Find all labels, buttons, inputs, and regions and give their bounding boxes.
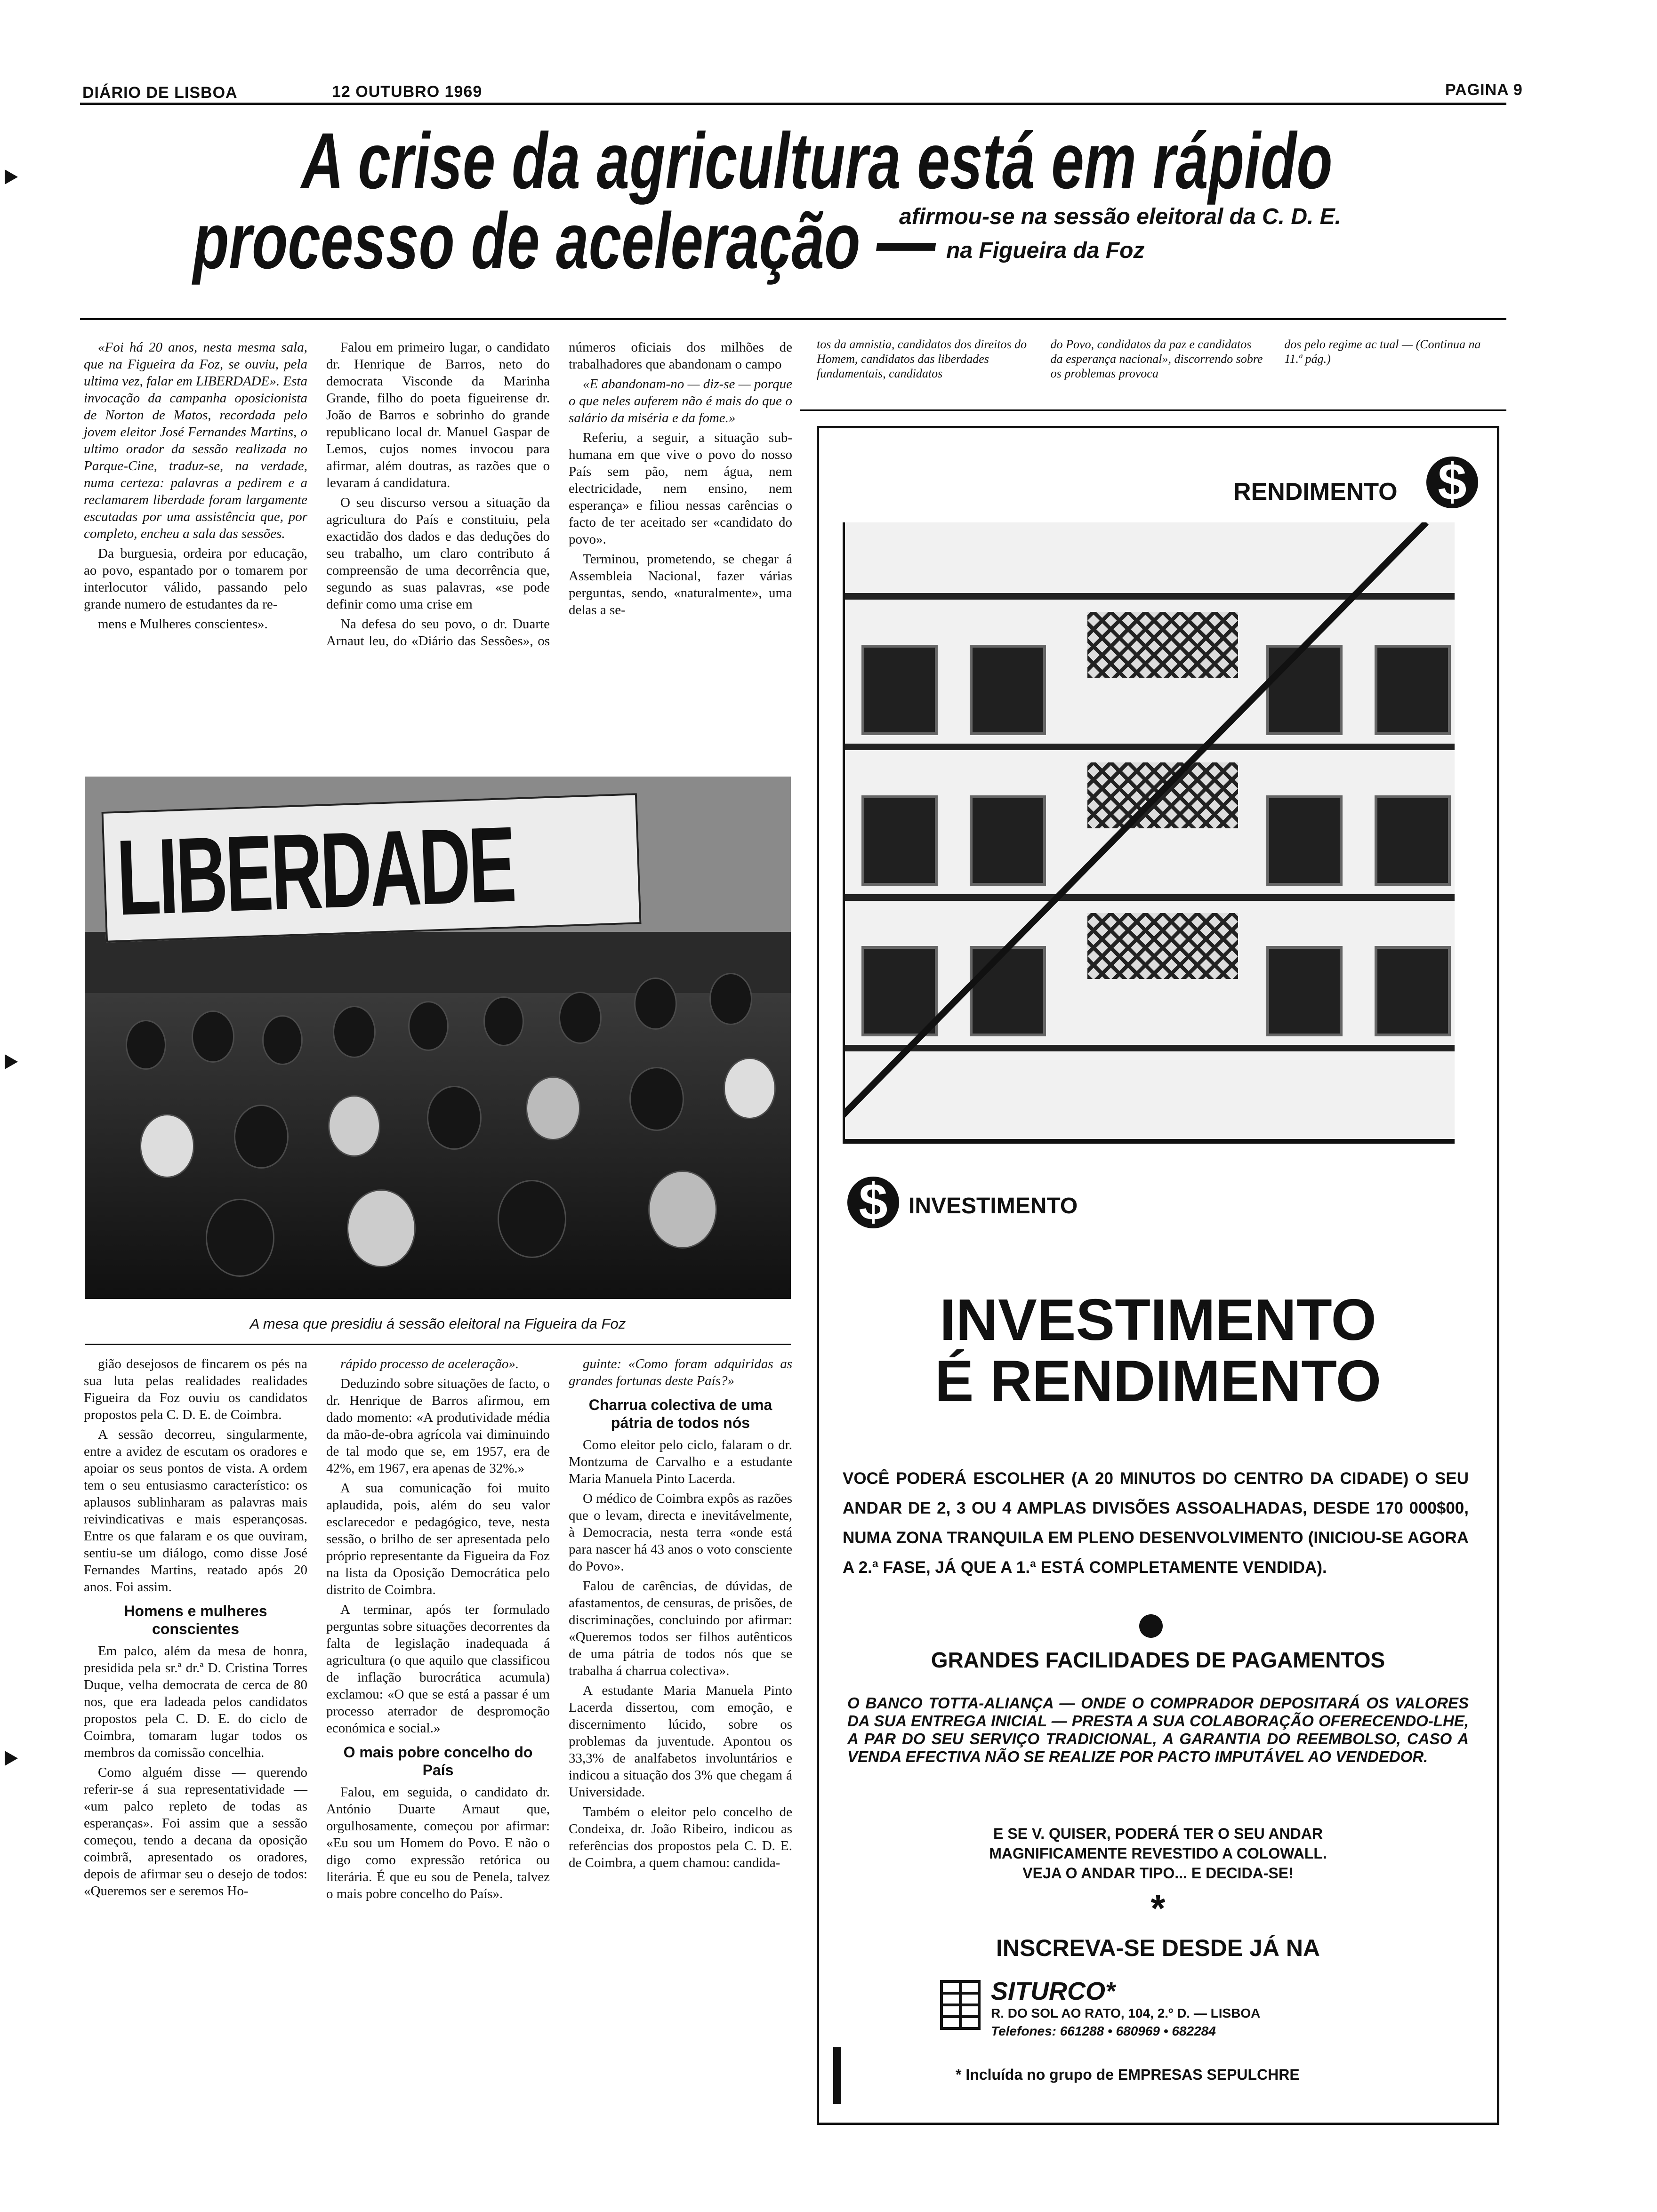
page-number: PAGINA 9 (1445, 81, 1523, 99)
paper-name: DIÁRIO DE LISBOA (82, 84, 238, 102)
ad-footnote: * Incluída no grupo de EMPRESAS SEPULCHRE (956, 2066, 1300, 2083)
ad-colowall-1: E SE V. QUISER, PODERÁ TER O SEU ANDAR (993, 1825, 1323, 1842)
article-paragraph: Falou de carências, de dúvidas, de afastamentos, de censuras, de prisões, de discriminações, concluindo por afirmar: «Queremos todos ser filhos autênticos de uma pátria de todos nós que se trabalha á charrua colectiva». (569, 1579, 792, 1678)
article-paragraph: A sessão decorreu, singularmente, entre a avidez de escutam os oradores e apoiar os seus pontos de vista. A ordem tem o seu entusiasmo característico: os aplausos sublinharam as palavras mais reivindicativas e mais esperançosas. Entre os que falaram e os que ouviram, sentiu-se um diálogo, como disse José Fernandes Martins, reatado após 20 anos. Foi assim. (84, 1427, 307, 1595)
ad-investimento-label: INVESTIMENTO (909, 1194, 1078, 1218)
ad-big-line1: INVESTIMENTO (940, 1288, 1376, 1353)
article-paragraph: O seu discurso versou a situação da agricultura do País e constituiu, pela exactidão dos dados e das deduções do seu trabalho, um claro contributo á compreensão de uma decorrência que, segundo as suas palavras, «se pode definir como uma crise em (326, 495, 550, 612)
banner-text: LIBERDADE (114, 804, 516, 938)
headline-sub2: na Figueira da Foz (946, 238, 1145, 263)
article-paragraph: Em palco, além da mesa de honra, presidida pela sr.ª dr.ª D. Cristina Torres Duque, velha democrata de cerca de 80 nos, que era ladeada pelos candidatos propostos pela C. D. E. do ciclo de Coimbra, tomaram lugar todos os membros da comissão concelhia. (84, 1643, 307, 1760)
continuation-text: dos pelo regime ac tual — (Continua na 11.ª pág.) (1284, 337, 1481, 366)
masthead-rule (80, 103, 1506, 105)
ad-inscreva: INSCREVA-SE DESDE JÁ NA (996, 1935, 1320, 1961)
article-paragraph: Também o eleitor pelo concelho de Condeixa, dr. João Ribeiro, indicou as referências dos propostos pela C. D. E. de Coimbra, a quem chamou: candida- (569, 1804, 792, 1870)
section-heading: Homens e mulheres conscientes (124, 1603, 267, 1637)
asterisk-icon: * (1150, 1887, 1166, 1929)
section-heading: Charrua colectiva de uma pátria de todos nós (588, 1396, 772, 1431)
article-paragraph: Como eleitor pelo ciclo, falaram o dr. Montzuma de Carvalho e a estudante Maria Manuela Pinto Lacerda. (569, 1437, 792, 1486)
margin-mark (5, 1751, 18, 1766)
ad-address: R. DO SOL AO RATO, 104, 2.º D. — LISBOA (991, 2006, 1261, 2020)
ad-paragraph-1: VOCÊ PODERÁ ESCOLHER (A 20 MINUTOS DO CENTRO DA CIDADE) O SEU ANDAR DE 2, 3 OU 4 AMPLAS DIVISÕES ASSOALHADAS, DESDE 170 000$00, NUMA ZONA TRANQUILA EM PLENO DESENVOLVIMENTO (INICIOU-SE AGORA A 2.ª FASE, JÁ QUE A 1.ª ESTÁ COMPLETAMENTE VENDIDA). (843, 1469, 1469, 1577)
headline-line1: A crise da agricultura está em rápido (301, 117, 1333, 206)
section-heading: O mais pobre concelho do País (343, 1744, 533, 1779)
article-paragraph: rápido processo de aceleração». (340, 1356, 519, 1371)
dollar-icon: $ (847, 1177, 899, 1228)
siturco-logo-icon (937, 1977, 984, 2033)
article-paragraph: mens e Mulheres conscientes». (98, 617, 268, 632)
ad-colowall-2: MAGNIFICAMENTE REVESTIDO A COLOWALL. (989, 1845, 1327, 1862)
article-paragraph: A sua comunicação foi muito aplaudida, pois, além do seu valor esclarecedor e pedagógico, teve, nesta sessão, o brilho de ser apresentada pelo próprio representante da Figueira da Foz na lista da Oposição Democrática pelo distrito de Coimbra. (326, 1481, 550, 1597)
liberdade-banner (101, 793, 641, 943)
strip-rule (800, 409, 1506, 411)
caption-rule (85, 1344, 791, 1345)
article-paragraph: Deduzindo sobre situações de facto, o dr. Henrique de Barros afirmou, em dado momento: «A produtividade média da mão-de-obra agrícola vai diminuindo de tal modo que se, em 1957, era de 42%, em 1967, era apenas de 32%.» (326, 1376, 550, 1476)
ad-paragraph-2: O BANCO TOTTA-ALIANÇA — ONDE O COMPRADOR DEPOSITARÁ OS VALORES DA SUA ENTREGA INICIAL — PRESTA A SUA COLABORAÇÃO OFERECENDO-LHE, A PAR DO SEU SERVIÇO TRADICIONAL, A GARANTIA DO REEMBOLSO, CASO A VENDA EFECTIVA NÃO SE REALIZE POR PACTO IMPUTÁVEL AO VENDEDOR. (847, 1694, 1469, 1765)
article-paragraph: Falou, em seguida, o candidato dr. António Duarte Arnaut que, orgulhosamente, começou por afirmar: «Eu sou um Homem do Povo. E não o digo como expressão retórica ou literária. É que eu sou de Penela, talvez o mais pobre concelho do País». (326, 1785, 550, 1901)
article-bottom-col2 (326, 1355, 550, 2090)
article-paragraph: Falou em primeiro lugar, o candidato dr. Henrique de Barros, neto do democrata Visconde da Marinha Grande, filho do poeta figueirense dr. João de Barros e sobrinho do grande republicano local dr. Manuel Gaspar de Lemos, cujos nomes invocou para afirmar, além doutras, as razões que o levaram á candidatura. (326, 340, 550, 490)
article-paragraph: A terminar, após ter formulado perguntas sobre situações decorrentes da falta de legislação inadequada á agricultura (o que aquilo que classificou de inflação burocrática acumula) exclamou: «O que se está a passar é um processo aterrador de despromoção económica e social.» (326, 1602, 550, 1736)
photo-caption: A mesa que presidiu á sessão eleitoral na Figueira da Foz (249, 1315, 626, 1332)
real-estate-ad (817, 426, 1499, 2125)
article-paragraph: Terminou, prometendo, se chegar á Assembleia Nacional, fazer várias perguntas, sendo, «naturalmente», uma delas a se- (569, 552, 792, 617)
article-paragraph: Referiu, a seguir, a situação sub-humana em que vive o povo do nosso País sem pão, nem água, nem electricidade, nem ensino, nem esperança» e filiou nessas carências o facto de ter aceitado ser «candidato do povo». (569, 430, 792, 547)
ad-phones: Telefones: 661288 • 680969 • 682284 (991, 2024, 1216, 2038)
event-photo (85, 777, 791, 1299)
article-paragraph: guinte: «Como foram adquiridas as grandes fortunas deste País?» (569, 1356, 792, 1388)
article-paragraph: Como alguém disse — querendo referir-se á sua representatividade — «um palco repleto de todas as esperanças». Foi assim que a sessão começou, tendo a decana da oposição coimbrã, apresentado os oradores, depois de afirmar seu o desejo de todos: «Queremos ser e seremos Ho- (84, 1765, 307, 1899)
continuation-strip (817, 337, 1499, 408)
article-bottom-col3 (569, 1355, 792, 2090)
dollar-icon: $ (1426, 457, 1478, 508)
building-photo (843, 522, 1455, 1144)
article-top (84, 339, 792, 762)
article-paragraph: O médico de Coimbra expôs as razões que o levam, directa e inevitávelmente, à Democracia, nesta terra «onde está para nascer há 43 anos o voto consciente do Povo». (569, 1491, 792, 1574)
headline-line2: processo de aceleração — (193, 197, 936, 286)
diagonal-line (843, 522, 1455, 1144)
margin-mark (5, 169, 18, 184)
ad-brand: SITURCO* (991, 1977, 1116, 2005)
headline-sub1: afirmou-se na sessão eleitoral da C. D. E. (899, 204, 1341, 229)
continuation-text: tos da amnistia, candidatos dos direitos do Homem, candidatos das liberdades fundamentais, candidatos (817, 337, 1027, 380)
article-paragraph: Da burguesia, ordeira por educação, ao povo, espantado por o tomarem por interlocutor válido, passando pelo grande numero de estudantes da re- (84, 546, 307, 612)
ad-facilidades: GRANDES FACILIDADES DE PAGAMENTOS (931, 1648, 1385, 1672)
ad-side-mark (833, 2047, 841, 2104)
article-paragraph: «Foi há 20 anos, nesta mesma sala, que na Figueira da Foz, se ouviu, pela ultima vez, falar em LIBERDADE». Esta invocação da campanha oposicionista de Norton de Matos, recordada pelo jovem eleitor José Fernandes Martins, o ultimo orador da sessão realizada no Parque-Cine, traduz-se, na verdade, numa certeza: palavras a pedirem e a reclamarem liberdade foram largamente escutadas por uma assistência que, por completo, encheu a sala das sessões. (84, 340, 307, 541)
headline-rule (80, 318, 1506, 320)
ad-colowall-3: VEJA O ANDAR TIPO... E DECIDA-SE! (1022, 1865, 1294, 1882)
article-paragraph: Na defesa do seu povo, o dr. Duarte Arnaut leu, do «Diário das Sessões», os números oficiais dos milhões de trabalhadores que abandonam o campo (326, 340, 792, 649)
ad-rendimento-label: RENDIMENTO (1233, 478, 1398, 505)
ad-big-line2: É RENDIMENTO (934, 1349, 1382, 1414)
continuation-text: do Povo, candidatos da paz e candidatos da esperança nacional», discorrendo sobre os problemas provoca (1050, 337, 1263, 380)
article-paragraph: A estudante Maria Manuela Pinto Lacerda dissertou, com emoção, e discernimento lúcido, sobre os problemas da juventude. Apontou os 33,3% de analfabetos involuntários e indicou a situação dos 3% que chegam á Universidade. (569, 1683, 792, 1800)
article-paragraph: «E abandonam-no — diz-se — porque o que neles auferem não é mais do que o salário da miséria e da fome.» (569, 377, 792, 425)
margin-mark (5, 1054, 18, 1069)
bullet-dot (1139, 1614, 1163, 1638)
article-bottom-col1 (84, 1355, 307, 2090)
article-paragraph: gião desejosos de fincarem os pés na sua luta pelas realidades realidades Figueira da Foz ouviu os candidatos propostos pela C. D. E. de Coimbra. (84, 1356, 307, 1422)
issue-date: 12 OUTUBRO 1969 (332, 83, 483, 101)
